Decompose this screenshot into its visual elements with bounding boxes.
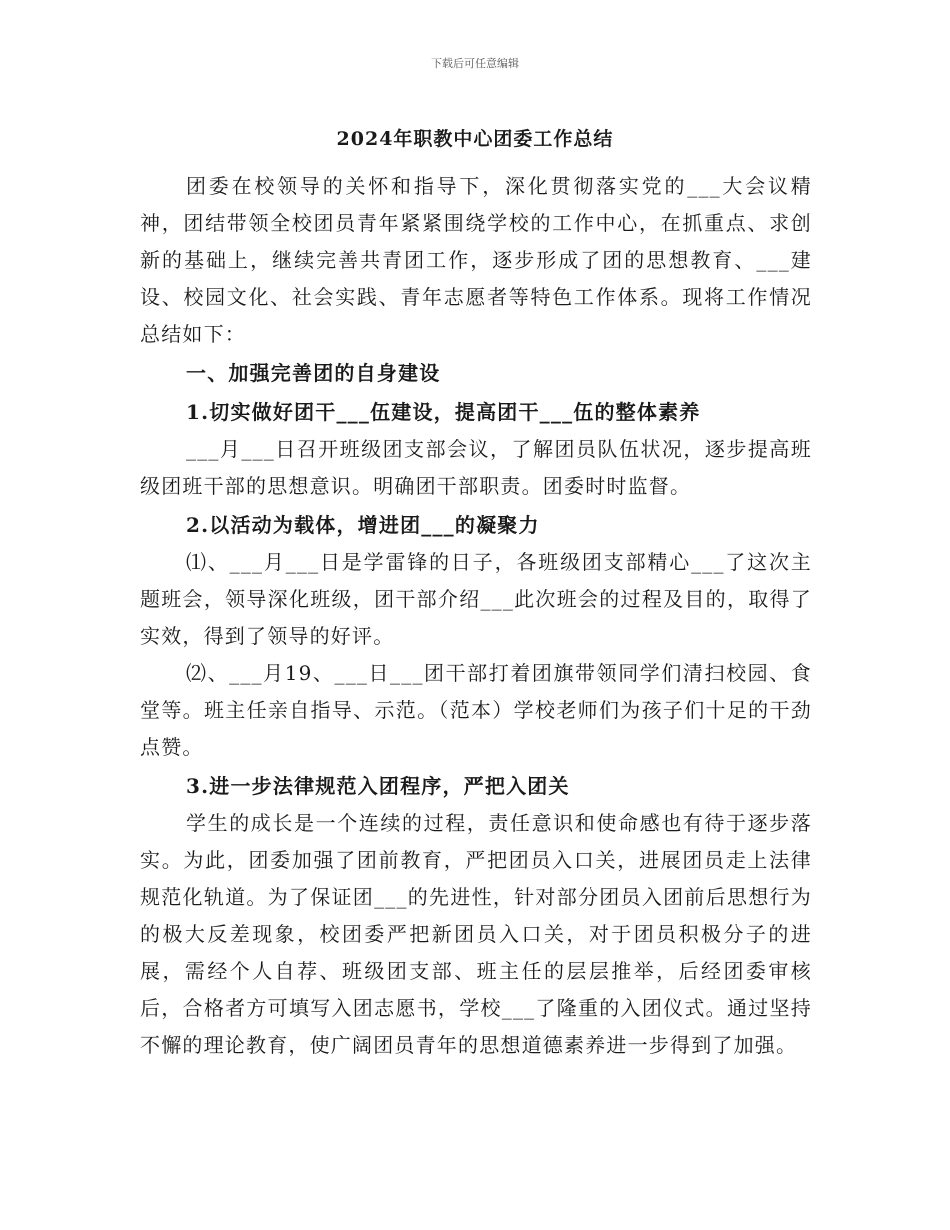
- paragraph-4: ⑵、___月19、___日___团干部打着团旗带领同学们清扫校园、食堂等。班主任亲自指导、示范。（范本）学校老师们为孩子们十足的干劲点赞。: [140, 661, 812, 759]
- subheading-1-1: 1.切实做好团干___伍建设，提高团干___伍的整体素养: [186, 400, 701, 424]
- paragraph-3: ⑴、___月___日是学雷锋的日子，各班级团支部精心___了这次主题班会，领导深化班级，团干部介绍___此次班会的过程及目的，取得了实效，得到了领导的好评。: [140, 550, 812, 648]
- subheading-1-3: 3.进一步法律规范入团程序，严把入团关: [186, 774, 570, 798]
- document-title: 2024年职教中心团委工作总结: [336, 128, 614, 150]
- subheading-1-2: 2.以活动为载体，增进团___的凝聚力: [186, 513, 540, 537]
- header-note: 下载后可任意编辑: [431, 57, 519, 70]
- section-heading-1: 一、加强完善团的自身建设: [186, 361, 441, 385]
- paragraph-5: 学生的成长是一个连续的过程，责任意识和使命感也有待于逐步落实。为此，团委加强了团前教育，严把团员入口关，进展团员走上法律规范化轨道。为了保证团___的先进性，针对部分团员入团前后思想行为的极大反差现象，校团委严把新团员入口关，对于团员积极分子的进展，需经个人自荐、班级团支部、班主任的层层推举，后经团委审核后，合格者方可填写入团志愿书，学校___了隆重的入团仪式。通过坚持不懈的理论教育，使广阔团员青年的思想道德素养进一步得到了加强。: [140, 811, 812, 1057]
- intro-paragraph: 团委在校领导的关怀和指导下，深化贯彻落实党的___大会议精神，团结带领全校团员青年紧紧围绕学校的工作中心，在抓重点、求创新的基础上，继续完善共青团工作，逐步形成了团的思想教育、___建设、校园文化、社会实践、青年志愿者等特色工作体系。现将工作情况总结如下：: [140, 174, 812, 346]
- paragraph-2: ___月___日召开班级团支部会议，了解团员队伍状况，逐步提高班级团班干部的思想意识。明确团干部职责。团委时时监督。: [140, 437, 812, 498]
- document-body: [140, 168, 812, 1064]
